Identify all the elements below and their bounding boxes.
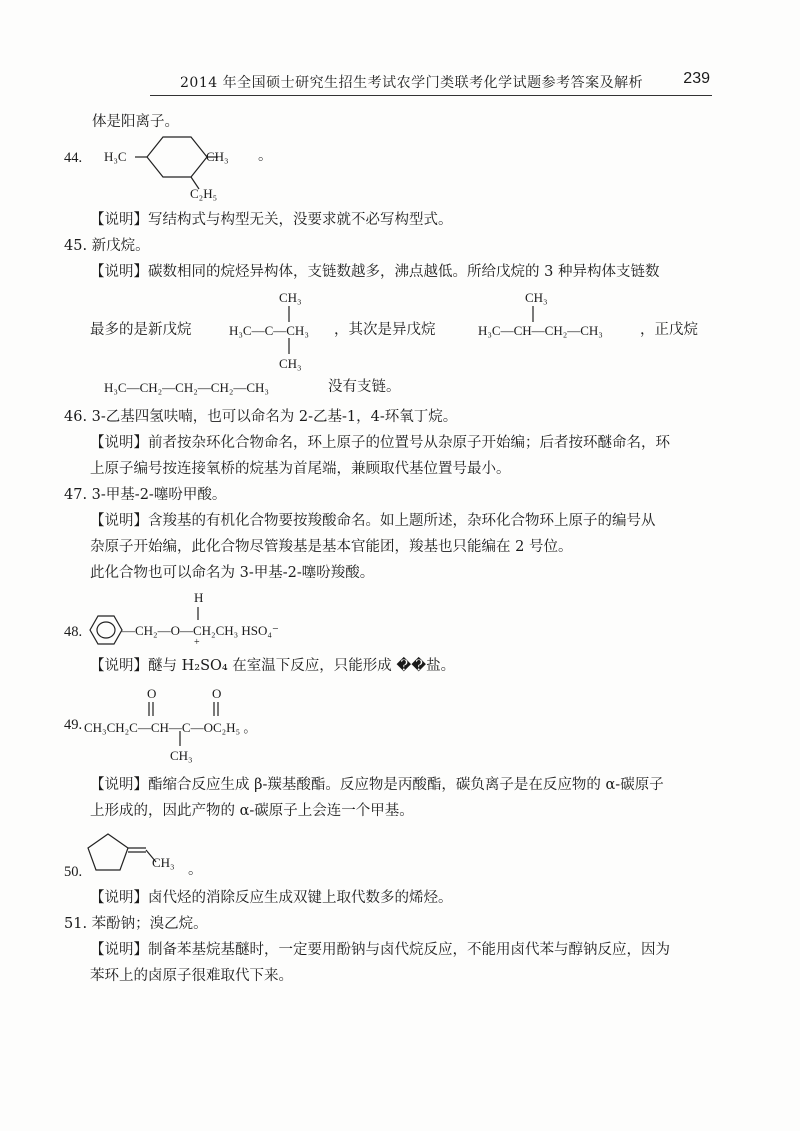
q45-note-line1: 【说明】碳数相同的烷烃异构体，支链数越多，沸点越低。所给戊烷的 3 种异构体支链数	[90, 264, 660, 280]
q46-note-line2: 上原子编号按连接氧桥的烷基为首尾端，兼顾取代基位置号最小。	[90, 461, 511, 477]
q45-note-line3: 没有支链。	[328, 379, 401, 395]
q50-period: 。	[188, 862, 203, 878]
q50-note: 【说明】卤代烃的消除反应生成双键上取代数多的烯烃。	[90, 890, 453, 906]
q44-note: 【说明】写结构式与构型无关，没要求就不必写构型式。	[90, 212, 453, 228]
q44-ch3: CH₃	[206, 149, 229, 164]
q50-number: 50.	[64, 864, 83, 880]
q49-ch3: CH₃	[170, 748, 193, 763]
q51-answer: 51. 苯酚钠；溴乙烷。	[64, 916, 208, 932]
q48-number: 48.	[64, 624, 83, 640]
neo-ch3-top: CH₃	[279, 290, 302, 305]
q44-number: 44.	[64, 150, 83, 166]
q49-note-line2: 上形成的，因此产物的 α-碳原子上会连一个甲基。	[90, 803, 414, 819]
q44-period: 。	[258, 148, 273, 164]
q45-note-line2b: ，其次是异戊烷	[334, 322, 436, 338]
q49-oxygen-1: O	[147, 686, 157, 701]
neopentane-formula: H₃C—C—CH₃	[229, 323, 309, 338]
isopentane-formula: H₃C—CH—CH₂—CH₃	[478, 323, 603, 338]
q51-note-line1: 【说明】制备苯基烷基醚时，一定要用酚钠与卤代烷反应，不能用卤代苯与醇钠反应，因为	[90, 942, 670, 958]
q45-note-line2c: ，正戊烷	[640, 322, 698, 338]
q47-note-line2: 杂原子开始编，此化合物尽管羧基是基本官能团，羧基也只能编在 2 号位。	[90, 539, 573, 555]
q44-h3c: H₃C	[104, 149, 127, 164]
q48-plus: +	[194, 637, 200, 648]
q48-note: 【说明】醚与 H₂SO₄ 在室温下反应，只能形成 ��盐。	[90, 658, 456, 674]
q45-note-line2a: 最多的是新戊烷	[90, 322, 192, 338]
q47-note-line3: 此化合物也可以命名为 3-甲基-2-噻吩羧酸。	[90, 565, 375, 581]
q49-number: 49.	[64, 717, 83, 733]
q49-note-line1: 【说明】酯缩合反应生成 β-羰基酸酯。反应物是丙酸酯，碳负离子是在反应物的 α-碳原子	[90, 777, 664, 793]
iso-ch3-top: CH₃	[525, 290, 548, 305]
neo-ch3-bottom: CH₃	[279, 356, 302, 371]
q49-oxygen-2: O	[212, 686, 222, 701]
q45-answer: 45. 新戊烷。	[64, 238, 150, 254]
q49-formula: CH₃CH₂C—CH—C—OC₂H₅ 。	[84, 720, 257, 735]
continuation-text: 体是阳离子。	[92, 114, 179, 130]
q47-answer: 47. 3-甲基-2-噻吩甲酸。	[64, 487, 227, 503]
q44-c2h5: C₂H₅	[190, 186, 218, 201]
q48-hydrogen: H	[194, 590, 204, 605]
q50-ch3: CH₃	[152, 855, 175, 870]
header-title: 2014 年全国硕士研究生招生考试农学门类联考化学试题参考答案及解析	[180, 75, 644, 91]
q48-chain: —CH₂—O—CH₂CH₃ HSO₄⁻	[122, 623, 279, 638]
page-number: 239	[683, 70, 710, 87]
n-pentane-formula: H₃C—CH₂—CH₂—CH₂—CH₃	[104, 380, 269, 395]
q46-answer: 46. 3-乙基四氢呋喃，也可以命名为 2-乙基-1，4-环氧丁烷。	[64, 409, 458, 425]
q47-note-line1: 【说明】含羧基的有机化合物要按羧酸命名。如上题所述，杂环化合物环上原子的编号从	[90, 513, 656, 529]
q46-note-line1: 【说明】前者按杂环化合物命名，环上原子的位置号从杂原子开始编；后者按环醚命名，环	[90, 435, 670, 451]
q51-note-line2: 苯环上的卤原子很难取代下来。	[90, 968, 293, 984]
